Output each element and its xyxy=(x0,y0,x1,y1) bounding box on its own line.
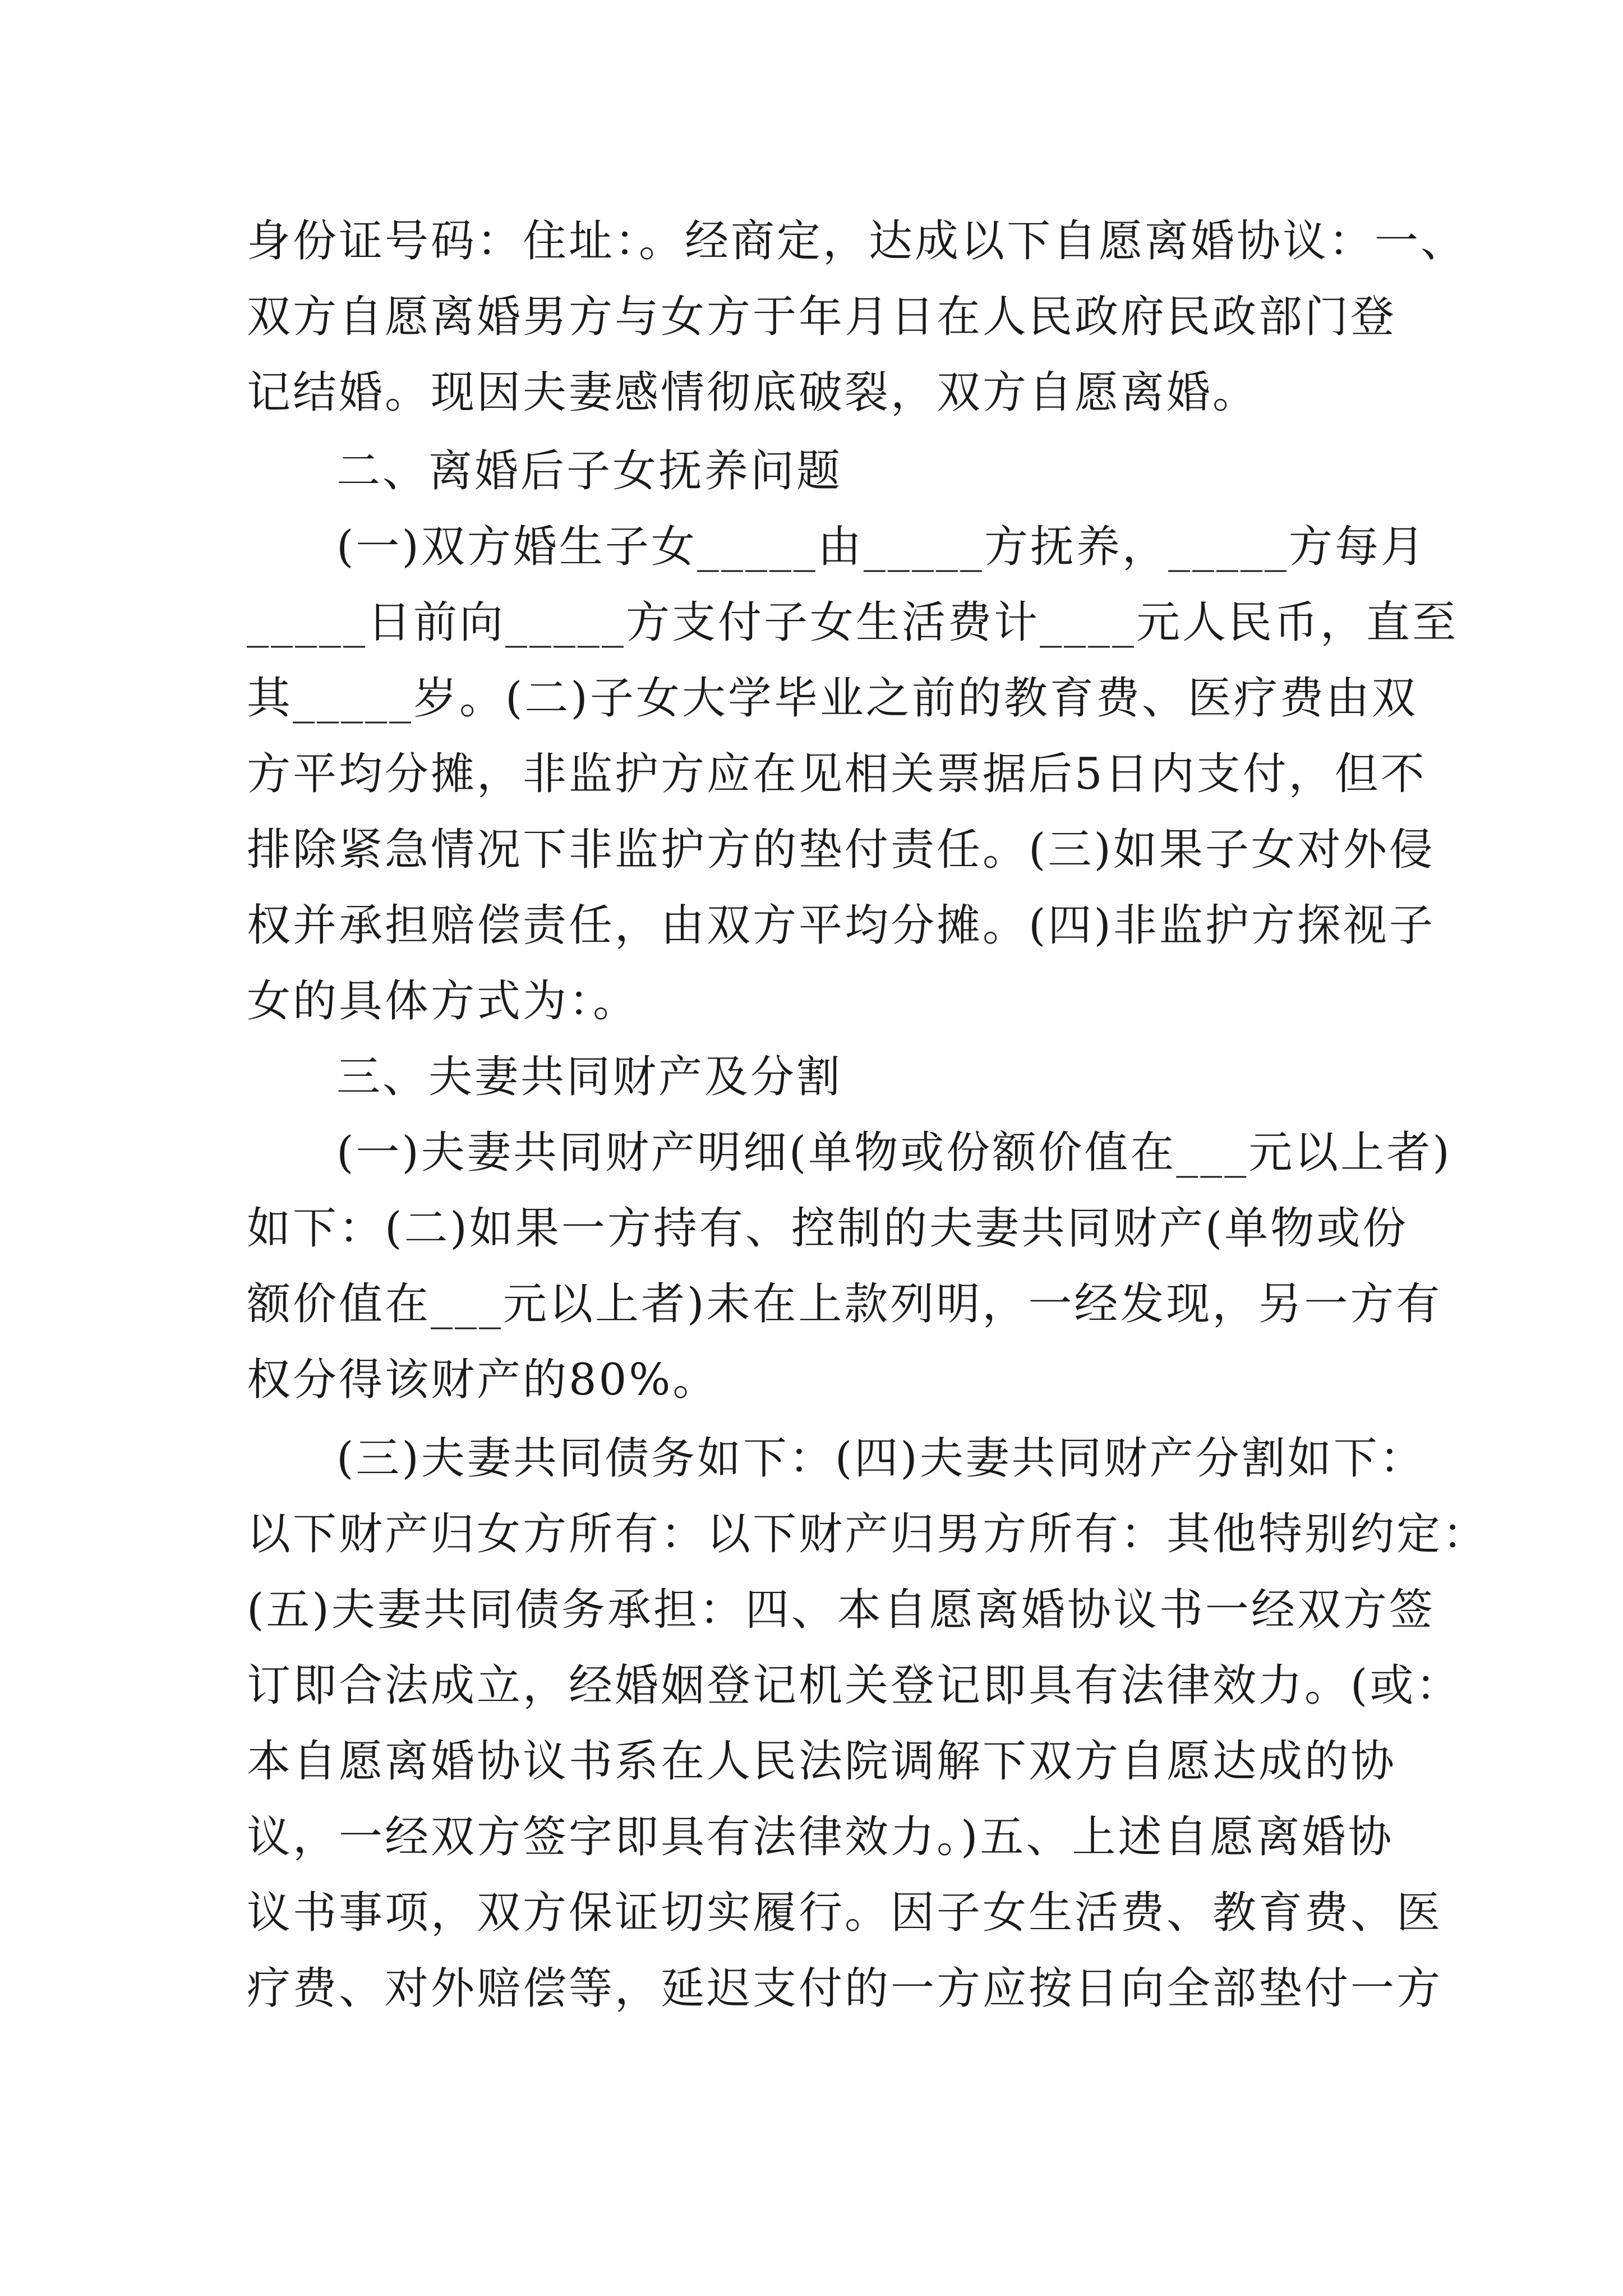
section-heading-2: 二、离婚后子女抚养问题 xyxy=(336,446,843,496)
text-line-1: 身份证号码：住址：。经商定，达成以下自愿离婚协议：一、 xyxy=(247,216,1467,266)
section-heading-3: 三、夫妻共同财产及分割 xyxy=(336,1052,843,1102)
text-line-10: 权并承担赔偿责任，由双方平均分摊。(四)非监护方探视子 xyxy=(247,900,1435,951)
text-line-5: (一)双方婚生子女_____由_____方抚养，_____方每月 xyxy=(336,522,1427,572)
text-line-21: 本自愿离婚协议书系在人民法院调解下双方自愿达成的协 xyxy=(247,1736,1397,1787)
text-line-19: (五)夫妻共同债务承担：四、本自愿离婚协议书一经双方签 xyxy=(247,1585,1435,1635)
text-line-9: 排除紧急情况下非监护方的垫付责任。(三)如果子女对外侵 xyxy=(247,825,1435,875)
text-line-20: 订即合法成立，经婚姻登记机关登记即具有法律效力。(或： xyxy=(247,1660,1462,1711)
text-line-23: 议书事项，双方保证切实履行。因子女生活费、教育费、医 xyxy=(247,1888,1443,1938)
text-line-13: (一)夫妻共同财产明细(单物或份额价值在___元以上者) xyxy=(336,1128,1452,1178)
text-line-17: (三)夫妻共同债务如下：(四)夫妻共同财产分割如下： xyxy=(336,1433,1426,1484)
text-line-3: 记结婚。现因夫妻感情彻底破裂，双方自愿离婚。 xyxy=(247,367,1259,418)
text-line-15: 额价值在___元以上者)未在上款列明，一经发现，另一方有 xyxy=(247,1279,1442,1329)
text-line-7: 其_____岁。(二)子女大学毕业之前的教育费、医疗费由双 xyxy=(247,673,1418,724)
text-line-14: 如下：(二)如果一方持有、控制的夫妻共同财产(单物或份 xyxy=(247,1203,1409,1254)
text-line-22: 议，一经双方签字即具有法律效力。)五、上述自愿离婚协 xyxy=(247,1812,1394,1862)
text-line-16: 权分得该财产的80%。 xyxy=(247,1355,719,1405)
text-line-11: 女的具体方式为：。 xyxy=(247,976,639,1027)
text-line-18: 以下财产归女方所有：以下财产归男方所有：其他特别约定： xyxy=(247,1509,1489,1559)
text-line-24: 疗费、对外赔偿等，延迟支付的一方应按日向全部垫付一方 xyxy=(247,1963,1443,2014)
text-line-6: _____日前向_____方支付子女生活费计____元人民币，直至 xyxy=(247,597,1459,648)
text-line-8: 方平均分摊，非监护方应在见相关票据后5日内支付，但不 xyxy=(247,749,1427,799)
text-line-2: 双方自愿离婚男方与女方于年月日在人民政府民政部门登 xyxy=(247,292,1397,342)
